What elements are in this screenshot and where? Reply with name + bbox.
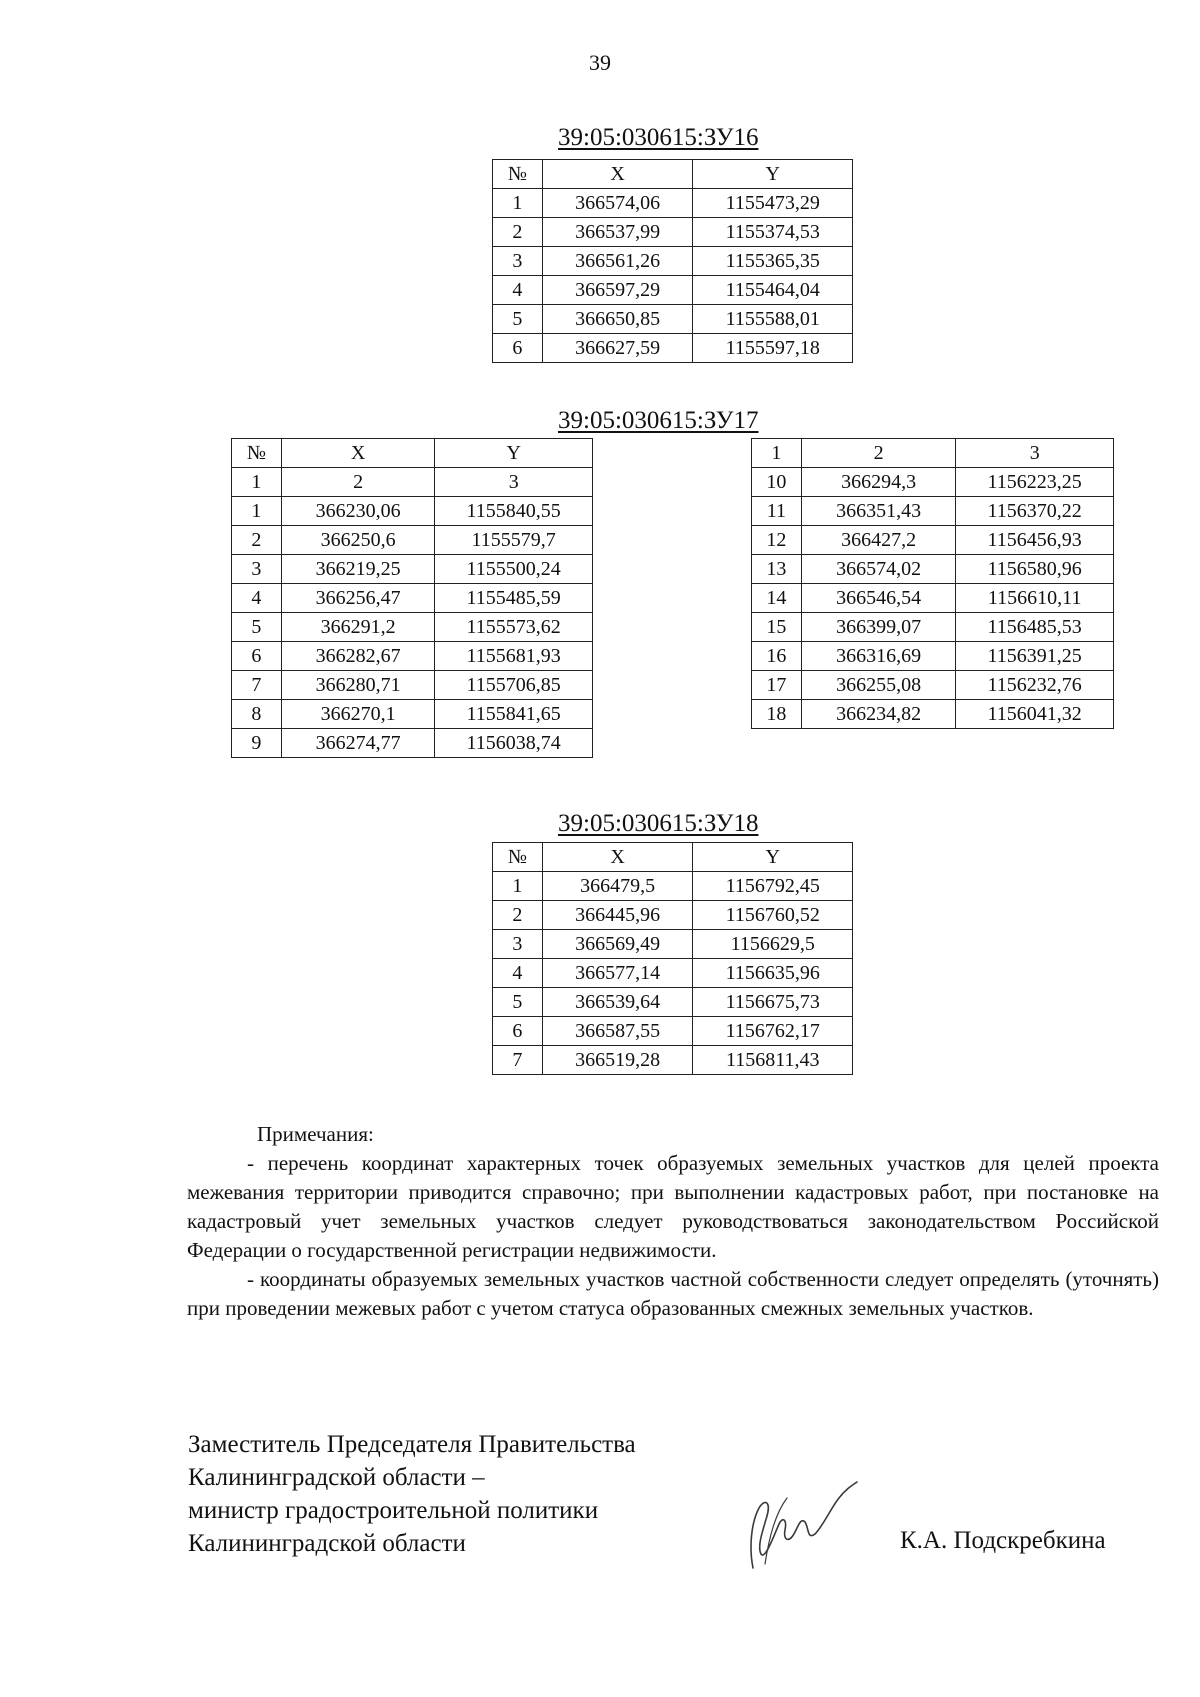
coords-table-zu16 bbox=[492, 159, 853, 363]
note-item: - координаты образуемых земельных участков частной собственности следует определять (уточнять) при проведении межевых работ с учетом статуса образованных смежных земельных участков. bbox=[187, 1267, 1159, 1320]
table-cell: 1 bbox=[493, 189, 543, 218]
table-cell: 3 bbox=[956, 439, 1114, 468]
table-cell: 1156762,17 bbox=[693, 1017, 853, 1046]
table-cell: 366255,08 bbox=[801, 671, 956, 700]
table-cell: 366537,99 bbox=[542, 218, 693, 247]
table-cell: 5 bbox=[493, 988, 543, 1017]
table-row bbox=[752, 439, 1114, 468]
header-cell: X bbox=[542, 160, 693, 189]
header-cell: X bbox=[542, 843, 693, 872]
signatory-name: К.А. Подскребкина bbox=[900, 1527, 1106, 1554]
table-cell: 1155597,18 bbox=[693, 334, 853, 363]
table-row bbox=[232, 584, 593, 613]
table-cell: 1156635,96 bbox=[693, 959, 853, 988]
table-cell: 366539,64 bbox=[542, 988, 693, 1017]
table-cell: 1156675,73 bbox=[693, 988, 853, 1017]
table-row bbox=[232, 613, 593, 642]
table-cell: 1155681,93 bbox=[435, 642, 593, 671]
table-row bbox=[493, 988, 853, 1017]
table-row bbox=[493, 1046, 853, 1075]
table-cell: 1156580,96 bbox=[956, 555, 1114, 584]
table-cell: 1155464,04 bbox=[693, 276, 853, 305]
table-cell: 1156038,74 bbox=[435, 729, 593, 758]
table-cell: 13 bbox=[752, 555, 802, 584]
table-cell: 4 bbox=[232, 584, 282, 613]
table-cell: 366250,6 bbox=[281, 526, 435, 555]
table-cell: 7 bbox=[232, 671, 282, 700]
table-cell: 1155579,7 bbox=[435, 526, 593, 555]
table-cell: 1156041,32 bbox=[956, 700, 1114, 729]
table-cell: 5 bbox=[232, 613, 282, 642]
table-cell: 12 bbox=[752, 526, 802, 555]
table-row bbox=[232, 555, 593, 584]
table-cell: 1156792,45 bbox=[693, 872, 853, 901]
table-cell: 1156232,76 bbox=[956, 671, 1114, 700]
table-row bbox=[232, 526, 593, 555]
table-cell: 1155365,35 bbox=[693, 247, 853, 276]
table-cell: 15 bbox=[752, 613, 802, 642]
table-row bbox=[493, 872, 853, 901]
table-cell: 2 bbox=[232, 526, 282, 555]
table-row bbox=[752, 526, 1114, 555]
table-cell: 1156223,25 bbox=[956, 468, 1114, 497]
table-cell: 3 bbox=[493, 930, 543, 959]
table-row bbox=[493, 1017, 853, 1046]
table-cell: 366546,54 bbox=[801, 584, 956, 613]
table-header-row bbox=[493, 843, 853, 872]
table-cell: 366479,5 bbox=[542, 872, 693, 901]
table-cell: 366282,67 bbox=[281, 642, 435, 671]
table-row bbox=[493, 901, 853, 930]
table-cell: 366280,71 bbox=[281, 671, 435, 700]
notes-heading: Примечания: bbox=[257, 1122, 374, 1146]
signatory-position bbox=[188, 1428, 636, 1560]
table-title-zu17: 39:05:030615:ЗУ17 bbox=[558, 407, 759, 434]
table-row bbox=[752, 671, 1114, 700]
table-cell: 366627,59 bbox=[542, 334, 693, 363]
signatory-line: Калининградской области bbox=[188, 1530, 466, 1557]
table-row bbox=[232, 700, 593, 729]
page-number: 39 bbox=[589, 50, 611, 75]
table-cell: 1155588,01 bbox=[693, 305, 853, 334]
table-cell: 1156485,53 bbox=[956, 613, 1114, 642]
table-cell: 1156811,43 bbox=[693, 1046, 853, 1075]
table-cell: 16 bbox=[752, 642, 802, 671]
table-cell: 366234,82 bbox=[801, 700, 956, 729]
table-cell: 366230,06 bbox=[281, 497, 435, 526]
header-cell: Y bbox=[693, 843, 853, 872]
notes-section bbox=[187, 1120, 1159, 1323]
table-cell: 6 bbox=[493, 334, 543, 363]
header-cell: X bbox=[281, 439, 435, 468]
table-cell: 10 bbox=[752, 468, 802, 497]
table-cell: 1156760,52 bbox=[693, 901, 853, 930]
table-row bbox=[752, 497, 1114, 526]
table-title-zu18: 39:05:030615:ЗУ18 bbox=[558, 810, 759, 837]
table-row bbox=[752, 642, 1114, 671]
table-header-row bbox=[232, 439, 593, 468]
table-cell: 1155473,29 bbox=[693, 189, 853, 218]
table-cell: 366256,47 bbox=[281, 584, 435, 613]
table-cell: 6 bbox=[493, 1017, 543, 1046]
table-row bbox=[493, 189, 853, 218]
table-cell: 1155841,65 bbox=[435, 700, 593, 729]
table-cell: 1 bbox=[232, 497, 282, 526]
table-cell: 11 bbox=[752, 497, 802, 526]
signatory-line: министр градостроительной политики bbox=[188, 1497, 599, 1524]
table-cell: 1155500,24 bbox=[435, 555, 593, 584]
table-cell: 14 bbox=[752, 584, 802, 613]
table-cell: 6 bbox=[232, 642, 282, 671]
table-cell: 366574,06 bbox=[542, 189, 693, 218]
coords-table-zu17-left bbox=[231, 438, 593, 758]
table-cell: 1156610,11 bbox=[956, 584, 1114, 613]
table-cell: 366587,55 bbox=[542, 1017, 693, 1046]
table-cell: 366291,2 bbox=[281, 613, 435, 642]
table-cell: 1156391,25 bbox=[956, 642, 1114, 671]
table-cell: 3 bbox=[232, 555, 282, 584]
header-cell: Y bbox=[693, 160, 853, 189]
table-row bbox=[752, 613, 1114, 642]
table-cell: 366650,85 bbox=[542, 305, 693, 334]
table-cell: 366427,2 bbox=[801, 526, 956, 555]
table-cell: 1155573,62 bbox=[435, 613, 593, 642]
table-row bbox=[752, 555, 1114, 584]
table-cell: 8 bbox=[232, 700, 282, 729]
table-row bbox=[493, 276, 853, 305]
table-cell: 1 bbox=[493, 872, 543, 901]
table-title-zu16: 39:05:030615:ЗУ16 bbox=[558, 124, 759, 151]
table-cell: 366274,77 bbox=[281, 729, 435, 758]
table-cell: 3 bbox=[435, 468, 593, 497]
table-row bbox=[493, 930, 853, 959]
table-cell: 1155840,55 bbox=[435, 497, 593, 526]
table-row bbox=[493, 305, 853, 334]
table-cell: 366351,43 bbox=[801, 497, 956, 526]
table-cell: 9 bbox=[232, 729, 282, 758]
table-cell: 366561,26 bbox=[542, 247, 693, 276]
table-row bbox=[752, 584, 1114, 613]
table-cell: 366294,3 bbox=[801, 468, 956, 497]
table-cell: 366574,02 bbox=[801, 555, 956, 584]
table-cell: 1155485,59 bbox=[435, 584, 593, 613]
table-cell: 1156456,93 bbox=[956, 526, 1114, 555]
header-cell: № bbox=[493, 160, 543, 189]
header-cell: Y bbox=[435, 439, 593, 468]
note-item: - перечень координат характерных точек образуемых земельных участков для целей проекта межевания территории приводится справочно; при выполнении кадастровых работ, при постановке на кадастровый учет земельных участков следует руководствоваться законодательством Российской Федерации о государственной регистрации недвижимости. bbox=[187, 1151, 1159, 1262]
table-row bbox=[752, 468, 1114, 497]
table-cell: 2 bbox=[281, 468, 435, 497]
table-row bbox=[493, 334, 853, 363]
table-cell: 1156370,22 bbox=[956, 497, 1114, 526]
table-cell: 366399,07 bbox=[801, 613, 956, 642]
table-cell: 2 bbox=[493, 218, 543, 247]
table-cell: 18 bbox=[752, 700, 802, 729]
table-cell: 1155374,53 bbox=[693, 218, 853, 247]
table-header-row bbox=[493, 160, 853, 189]
table-cell: 5 bbox=[493, 305, 543, 334]
table-cell: 17 bbox=[752, 671, 802, 700]
table-row bbox=[232, 497, 593, 526]
table-cell: 4 bbox=[493, 959, 543, 988]
table-cell: 366519,28 bbox=[542, 1046, 693, 1075]
table-row bbox=[232, 468, 593, 497]
table-cell: 366270,1 bbox=[281, 700, 435, 729]
table-cell: 366597,29 bbox=[542, 276, 693, 305]
signatory-line: Заместитель Председателя Правительства bbox=[188, 1431, 636, 1458]
coords-table-zu17-right bbox=[751, 438, 1114, 729]
table-row bbox=[232, 642, 593, 671]
table-row bbox=[752, 700, 1114, 729]
table-row bbox=[232, 671, 593, 700]
table-cell: 1155706,85 bbox=[435, 671, 593, 700]
table-cell: 366316,69 bbox=[801, 642, 956, 671]
signatory-line: Калининградской области – bbox=[188, 1464, 485, 1491]
table-cell: 1 bbox=[752, 439, 802, 468]
table-row bbox=[493, 959, 853, 988]
header-cell: № bbox=[493, 843, 543, 872]
table-cell: 366569,49 bbox=[542, 930, 693, 959]
table-row bbox=[493, 247, 853, 276]
table-cell: 4 bbox=[493, 276, 543, 305]
table-cell: 3 bbox=[493, 247, 543, 276]
table-cell: 1 bbox=[232, 468, 282, 497]
table-cell: 1156629,5 bbox=[693, 930, 853, 959]
table-cell: 2 bbox=[493, 901, 543, 930]
table-cell: 7 bbox=[493, 1046, 543, 1075]
table-row bbox=[493, 218, 853, 247]
header-cell: № bbox=[232, 439, 282, 468]
table-cell: 366577,14 bbox=[542, 959, 693, 988]
table-cell: 366445,96 bbox=[542, 901, 693, 930]
table-cell: 366219,25 bbox=[281, 555, 435, 584]
coords-table-zu18 bbox=[492, 842, 853, 1075]
table-row bbox=[232, 729, 593, 758]
table-cell: 2 bbox=[801, 439, 956, 468]
handwritten-signature bbox=[735, 1468, 865, 1578]
